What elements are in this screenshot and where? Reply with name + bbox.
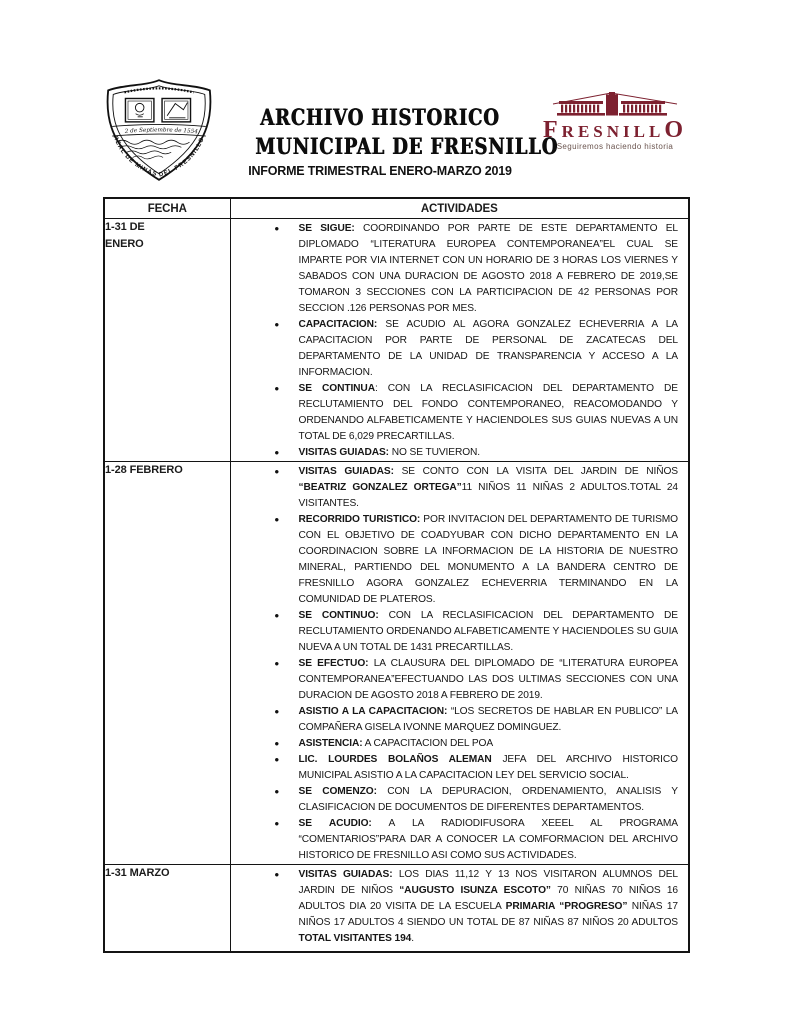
bullet-body-text: CON LA DEPURACION, ORDENAMIENTO, ANALISIS Y CLASIFICACION DE DOCUMENTOS DE DIFERENTES DEPARTAMENTOS. [298, 786, 679, 813]
wordmark-middle-letters: RESNILL [561, 122, 665, 141]
title-line-1: ARCHIVO HISTORICO [260, 105, 500, 131]
bullet-lead-text: PRIMARIA “PROGRESO” [505, 901, 628, 912]
bullet-lead-text: RECORRIDO TURISTICO: [298, 514, 421, 525]
document-header [228, 104, 559, 178]
report-table [103, 197, 690, 953]
bullet-lead-text: TOTAL VISITANTES 194 [298, 933, 412, 944]
bullet-item [299, 317, 679, 381]
bullet-lead-text: VISITAS GUIADAS: [298, 869, 393, 880]
bullet-body-text: 11 NIÑOS 11 NIÑAS 2 ADULTOS.TOTAL 24 VISITANTES. [298, 482, 679, 509]
bullet-lead-text: SE COMENZO: [298, 786, 377, 797]
bullet-body-text: A LA RADIODIFUSORA XEEEL AL PROGRAMA “COMENTARIOS”PARA DAR A CONOCER LA COMFORMACION DEL ARCHIVO HISTORICO DE FRESNILLO ASI COMO SUS ACTIVIDADES. [298, 818, 678, 861]
table-header-row [104, 198, 689, 219]
crest-band-text: 2 de Septiembre de 1554 [124, 127, 199, 136]
bullet-lead-text: “AUGUSTO ISUNZA ESCOTO” [399, 885, 551, 896]
bullet-lead-text: VISITAS GUIADAS: [298, 466, 394, 477]
activities-list [231, 867, 689, 947]
table-row [104, 219, 689, 462]
bullet-body-text: NO SE TUVIERON. [388, 447, 481, 458]
bullet-lead-text: SE SIGUE: [298, 223, 355, 234]
bullet-lead-text: ASISTIO A LA CAPACITACION: [298, 706, 448, 717]
date-cell [104, 865, 230, 953]
bullet-item [299, 704, 679, 736]
bullet-item [299, 608, 679, 656]
bullet-lead-text: “BEATRIZ GONZALEZ ORTEGA” [298, 482, 462, 493]
bullet-item [299, 512, 679, 608]
bullet-body-text: POR INVITACION DEL DEPARTAMENTO DE TURISMO CON EL OBJETIVO DE COADYUBAR CON DICHO DEPARTAMENTO EN LA COORDINACION SOBRE LA INFORMACION DE LA HISTORIA DE NUESTRO MINERAL, PARTIENDO DEL MONUMENTO A LA BANDERA CENTRO DE FRESNILLO AGORA GONZALEZ ECHEVERRIA TERMINANDO EN LA COMUNIDAD DE PLATEROS. [298, 514, 678, 605]
bullet-body-text: JEFA DEL ARCHIVO HISTORICO MUNICIPAL ASISTIO A LA CAPACITACION LEY DEL SERVICIO SOCIAL. [298, 754, 678, 781]
bullet-body-text: . [411, 933, 414, 944]
bullet-item [299, 221, 679, 317]
bullet-body-text: SE CONTO CON LA VISITA DEL JARDIN DE NIÑOS [393, 466, 678, 477]
bullet-lead-text: SE ACUDIO: [298, 818, 372, 829]
bullet-body-text: : CON LA RECLASIFICACION DEL DEPARTAMENTO DE RECLUTAMIENTO DEL FONDO CONTEMPORANEO, REACOMODANDO Y ORDENANDO ALFABETICAMENTE Y HACIENDOLES SUS GUIAS NUEVAS A UN TOTAL DE 6,029 PRECARTILLAS. [298, 383, 678, 442]
bullet-body-text: SE ACUDIO AL AGORA GONZALEZ ECHEVERRIA A LA CAPACITACION POR PARTE DE PERSONAL DE ZACATECAS DEL DEPARTAMENTO DE LA UNIDAD DE TRANSPARENCIA Y ACCESO A LA INFORMACION. [298, 319, 678, 378]
bullet-item [299, 381, 679, 445]
bullet-lead-text: SE CONTINUA [298, 383, 375, 394]
table-row [104, 462, 689, 865]
crest-arc-text: REAL DE MINAS DEL FRESNILLO [111, 134, 206, 179]
bullet-lead-text: LIC. LOURDES BOLAÑOS ALEMAN [298, 754, 492, 765]
activities-list [231, 464, 689, 864]
report-subtitle: INFORME TRIMESTRAL ENERO-MARZO 2019 [248, 164, 512, 178]
municipal-crest-logo [98, 76, 220, 184]
fresnillo-tagline: Seguiremos haciendo historia [556, 142, 674, 151]
wordmark-first-letter: F [543, 117, 562, 143]
title-line-2: MUNICIPAL DE FRESNILLO [255, 134, 559, 160]
bullet-body-text: NIÑAS 17 NIÑOS 17 ADULTOS 4 SIENDO UN TOTAL DE 87 NIÑAS 87 NIÑOS 20 ADULTOS [298, 901, 678, 928]
bullet-lead-text: CAPACITACION: [298, 319, 378, 330]
activities-cell [230, 865, 689, 953]
bullet-item [299, 445, 679, 461]
date-line: 1-31 DE [105, 221, 145, 233]
bullet-item [299, 867, 679, 947]
fresnillo-wordmark [520, 119, 710, 144]
report-table-body [104, 219, 689, 953]
bullet-body-text: LA CLAUSURA DEL DIPLOMADO DE “LITERATURA EUROPEA CONTEMPORANEA”EFECTUANDO LAS DOS ULTIMAS SECCIONES CON UNA DURACION DE AGOSTO 2018 A FEBRERO DE 2019. [298, 658, 678, 701]
bullet-lead-text: VISITAS GUIADAS: [298, 447, 389, 458]
bullet-item [299, 656, 679, 704]
column-header-actividades: ACTIVIDADES [230, 198, 689, 219]
bullet-item [299, 816, 679, 864]
date-line: 1-28 FEBRERO [105, 464, 183, 476]
activities-cell [230, 219, 689, 462]
bullet-item [299, 464, 679, 512]
date-line: 1-31 MARZO [105, 867, 170, 879]
wordmark-last-letter: O [664, 117, 687, 143]
monument-icon [551, 92, 679, 119]
bullet-body-text: CON LA RECLASIFICACION DEL DEPARTAMENTO DE RECLUTAMIENTO ORDENANDO ALFABETICAMENTE Y HACIENDOLES SU GUIA NUEVA A UN TOTAL DE 1431 PRECARTILLAS. [298, 610, 678, 653]
table-row [104, 865, 689, 953]
column-header-fecha: FECHA [104, 198, 230, 219]
date-cell [104, 219, 230, 462]
bullet-body-text: LOS DIAS 11,12 Y 13 NOS VISITARON ALUMNOS DEL JARDIN DE NIÑOS [298, 869, 678, 896]
bullet-body-text: “LOS SECRETOS DE HABLAR EN PUBLICO” LA COMPAÑERA GISELA IVONNE MARQUEZ DOMINGUEZ. [298, 706, 678, 733]
bullet-lead-text: SE EFECTUO: [298, 658, 369, 669]
bullet-item [299, 736, 679, 752]
bullet-body-text: 70 NIÑAS 70 NIÑOS 16 ADULTOS DIA 20 VISITA DE LA ESCUELA [298, 885, 678, 912]
bullet-body-text: A CAPACITACION DEL POA [362, 738, 494, 749]
activities-cell [230, 462, 689, 865]
activities-list [231, 221, 689, 461]
bullet-lead-text: SE CONTINUO: [298, 610, 379, 621]
bullet-body-text: COORDINANDO POR PARTE DE ESTE DEPARTAMENTO EL DIPLOMADO “LITERATURA EUROPEA CONTEMPORANEA”EL CUAL SE IMPARTE POR VIA INTERNET CON UN HORARIO DE 3 HORAS LOS VIERNES Y SABADOS CON UNA DURACION DE AGOSTO 2018 A FEBRERO DE 2019,SE TOMARON 3 SECCIONES CON LA PARTICIPACION DE 42 PERSONAS POR SECCION .126 PERSONAS POR MES. [298, 223, 678, 314]
bullet-lead-text: ASISTENCIA: [298, 738, 363, 749]
date-cell [104, 462, 230, 865]
fresnillo-logo [520, 92, 710, 164]
date-line: ENERO [105, 238, 144, 250]
bullet-item [299, 784, 679, 816]
bullet-item [299, 752, 679, 784]
